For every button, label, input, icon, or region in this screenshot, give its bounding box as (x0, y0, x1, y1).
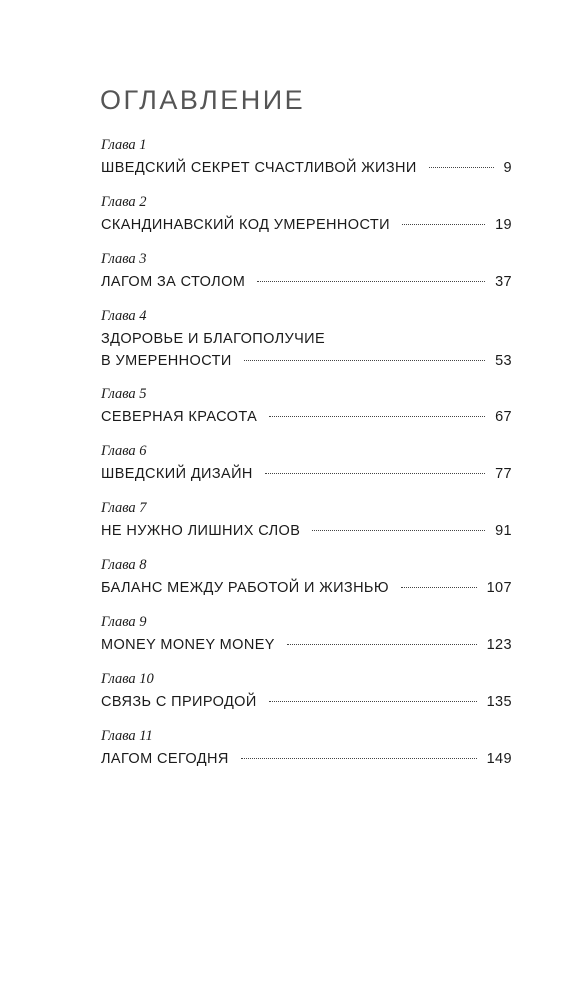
chapter-title: MONEY MONEY MONEY (101, 637, 275, 653)
toc-entry (101, 136, 512, 178)
toc-entry (101, 385, 512, 427)
dot-leader (287, 644, 477, 645)
chapter-title: СЕВЕРНАЯ КРАСОТА (101, 409, 258, 425)
toc-entry (101, 442, 512, 484)
dot-leader (269, 416, 485, 417)
chapter-title-line1: ЗДОРОВЬЕ И БЛАГОПОЛУЧИЕ (101, 331, 326, 347)
toc-entry-line (101, 636, 512, 655)
chapter-label: Глава 6 (101, 443, 147, 459)
chapter-title: ШВЕДСКИЙ СЕКРЕТ СЧАСТЛИВОЙ ЖИЗНИ (101, 160, 417, 176)
chapter-title: ЛАГОМ СЕГОДНЯ (101, 751, 229, 767)
chapter-label: Глава 4 (101, 308, 147, 324)
dot-leader (312, 530, 485, 531)
toc-entry-line (101, 159, 512, 178)
dot-leader (269, 701, 477, 702)
chapter-label: Глава 11 (101, 728, 153, 744)
toc-entry (101, 307, 512, 371)
page-number: 37 (495, 274, 512, 290)
dot-leader (257, 281, 485, 282)
chapter-title: СВЯЗЬ С ПРИРОДОЙ (101, 694, 257, 710)
chapter-label: Глава 10 (101, 671, 154, 687)
page-number: 19 (495, 217, 512, 233)
dot-leader (265, 473, 485, 474)
toc-heading: ОГЛАВЛЕНИЕ (100, 85, 306, 115)
toc-entry (101, 556, 512, 598)
dot-leader (429, 167, 494, 168)
toc-entry (101, 670, 512, 712)
chapter-title: НЕ НУЖНО ЛИШНИХ СЛОВ (101, 523, 301, 539)
toc-entry (101, 613, 512, 655)
toc-entry-line (101, 408, 512, 427)
dot-leader (402, 224, 485, 225)
page-number: 149 (486, 751, 512, 767)
dot-leader (241, 758, 477, 759)
page-number: 107 (486, 580, 512, 596)
chapter-label: Глава 2 (101, 194, 147, 210)
toc-entry-line (101, 216, 512, 235)
toc-entry (101, 193, 512, 235)
toc-entry-line (101, 693, 512, 712)
chapter-title: В УМЕРЕННОСТИ (101, 353, 232, 369)
toc-entry-line (101, 579, 512, 598)
toc-entry (101, 499, 512, 541)
chapter-title: СКАНДИНАВСКИЙ КОД УМЕРЕННОСТИ (101, 217, 390, 233)
toc-entry-line (101, 465, 512, 484)
dot-leader (401, 587, 477, 588)
page-number: 9 (503, 160, 512, 176)
chapter-label: Глава 5 (101, 386, 147, 402)
page-number: 91 (495, 523, 512, 539)
toc-entry-line (101, 273, 512, 292)
chapter-label: Глава 8 (101, 557, 147, 573)
chapter-title: ЛАГОМ ЗА СТОЛОМ (101, 274, 246, 290)
page-number: 77 (495, 466, 512, 482)
chapter-title: БАЛАНС МЕЖДУ РАБОТОЙ И ЖИЗНЬЮ (101, 580, 389, 596)
dot-leader (244, 360, 485, 361)
page-number: 53 (495, 353, 512, 369)
toc-entry (101, 250, 512, 292)
chapter-label: Глава 9 (101, 614, 147, 630)
toc-entry (101, 727, 512, 769)
chapter-label: Глава 7 (101, 500, 147, 516)
chapter-title: ШВЕДСКИЙ ДИЗАЙН (101, 466, 253, 482)
chapter-label: Глава 1 (101, 137, 147, 153)
chapter-label: Глава 3 (101, 251, 147, 267)
page-number: 123 (486, 637, 512, 653)
toc-entry-line (101, 750, 512, 769)
toc-entry-line (101, 522, 512, 541)
page-number: 67 (495, 409, 512, 425)
toc-entry-line (101, 352, 512, 371)
page-number: 135 (486, 694, 512, 710)
